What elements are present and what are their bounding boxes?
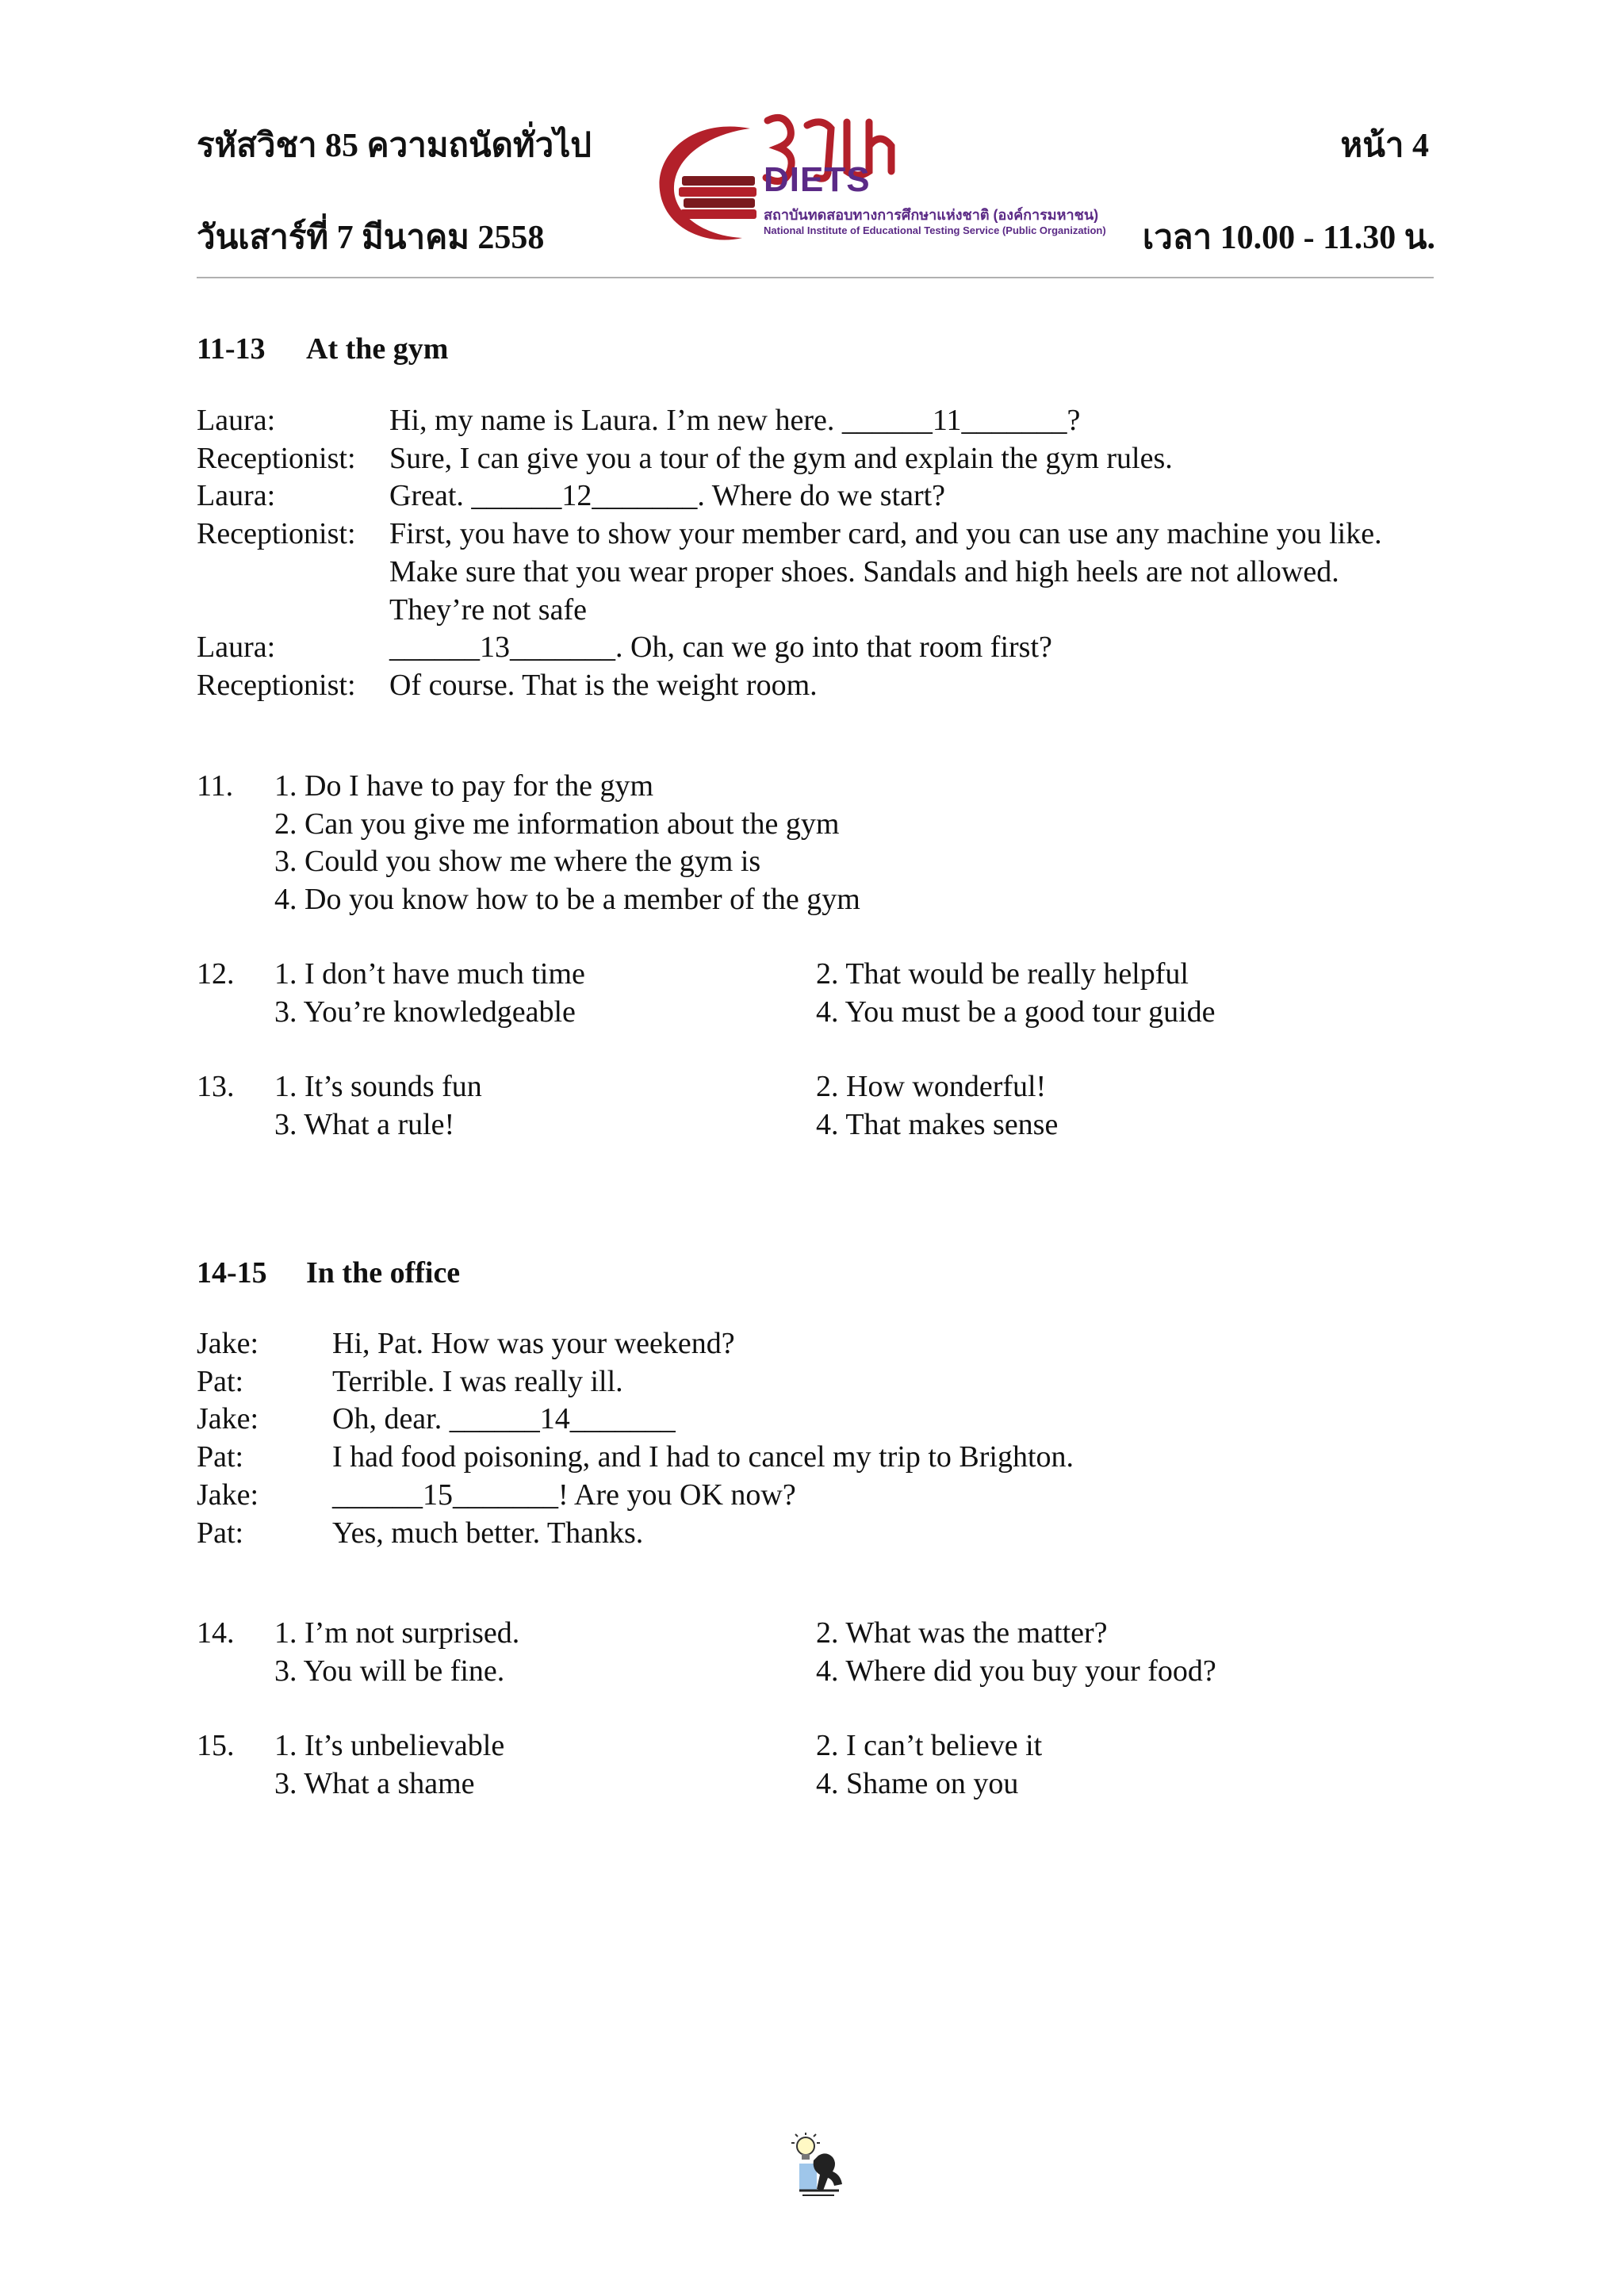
answer-option[interactable]: 4. You must be a good tour guide [816,995,1216,1029]
dialogue-row [197,516,1418,629]
answer-option[interactable]: 1. I don’t have much time [274,957,585,991]
dialogue-line: Sure, I can give you a tour of the gym and explain the gym rules. [389,441,1173,475]
dialogue-line: First, you have to show your member card, and you can use any machine you like. Make sure that you wear proper shoes. Sandals and high heels are not allowed. They’re not safe [389,517,1382,627]
dialogue-line: Hi, my name is Laura. I’m new here. ______11_______? [389,404,1081,437]
dialogue-row [197,1515,1418,1553]
speaker: Jake: [197,1327,259,1360]
dialogue-line: Yes, much better. Thanks. [332,1516,644,1550]
dialogue-row [197,667,1418,705]
section-number: 11-13 [197,332,266,366]
question-number: 11. [197,769,234,803]
answer-option[interactable]: 3. What a shame [274,1766,475,1800]
section-number: 14-15 [197,1256,267,1290]
answer-option[interactable]: 2. I can’t believe it [816,1729,1043,1762]
section-title-office [197,1255,460,1290]
speaker: Pat: [197,1440,244,1474]
dialogue-row [197,1401,1418,1439]
answer-option[interactable]: 3. Could you show me where the gym is [274,845,761,878]
answer-option[interactable]: 4. That makes sense [816,1107,1059,1141]
question-number: 13. [197,1070,235,1103]
dialogue-row [197,402,1418,440]
answer-option[interactable]: 2. Can you give me information about the gym [274,807,840,841]
logo-english-org: National Institute of Educational Testing Service (Public Organization) [764,224,1106,236]
logo-thai-org: สถาบันทดสอบทางการศึกษาแห่งชาติ (องค์การมหาชน) [764,207,1099,223]
answer-option[interactable]: 3. What a rule! [274,1107,455,1141]
question-number: 12. [197,957,235,991]
dialogue-row [197,1439,1418,1477]
speaker: Laura: [197,404,276,437]
answer-option[interactable]: 1. Do I have to pay for the gym [274,769,654,803]
dialogue-line: Of course. That is the weight room. [389,668,818,702]
question-number: 15. [197,1729,235,1762]
dialogue-line: Great. ______12_______. Where do we start? [389,479,946,513]
dialogue-line: Hi, Pat. How was your weekend? [332,1327,735,1360]
dialogue-line: ______15_______! Are you OK now? [332,1478,796,1512]
dialogue-office [197,1325,1418,1552]
dialogue-line: Oh, dear. ______14_______ [332,1402,676,1436]
speaker: Pat: [197,1516,244,1550]
dialogue-row [197,477,1418,516]
header-divider [197,277,1434,278]
thinker-lightbulb-icon [788,2132,848,2200]
section-heading: At the gym [306,332,449,366]
answer-option[interactable]: 2. How wonderful! [816,1070,1047,1103]
exam-time: เวลา 10.00 - 11.30 น. [1142,220,1435,256]
dialogue-row [197,1325,1418,1363]
page-number: หน้า 4 [1340,128,1429,164]
answer-option[interactable]: 2. That would be really helpful [816,957,1189,991]
dialogue-line: Terrible. I was really ill. [332,1364,623,1398]
logo-name: DIETS [764,160,871,199]
speaker: Receptionist: [197,441,356,475]
dialogue-row [197,1363,1418,1401]
dialogue-row [197,1477,1418,1515]
speaker: Pat: [197,1364,244,1398]
answer-option[interactable]: 3. You’re knowledgeable [274,995,576,1029]
speaker: Receptionist: [197,517,356,551]
answer-option[interactable]: 1. I’m not surprised. [274,1616,520,1650]
speaker: Jake: [197,1402,259,1436]
niets-logo [649,111,1106,250]
dialogue-line: ______13_______. Oh, can we go into that room first? [389,631,1052,665]
speaker: Receptionist: [197,668,356,702]
answer-option[interactable]: 1. It’s sounds fun [274,1070,482,1103]
question-number: 14. [197,1616,235,1650]
exam-date: วันเสาร์ที่ 7 มีนาคม 2558 [197,220,545,256]
dialogue-line: I had food poisoning, and I had to cancel my trip to Brighton. [332,1440,1074,1474]
section-title-gym [197,332,448,366]
answer-option[interactable]: 3. You will be fine. [274,1654,505,1688]
dialogue-gym [197,402,1418,705]
answer-options [274,768,860,918]
subject-code: รหัสวิชา 85 ความถนัดทั่วไป [197,128,592,164]
speaker: Laura: [197,631,276,665]
speaker: Laura: [197,479,276,513]
answer-option[interactable]: 4. Do you know how to be a member of the gym [274,882,860,916]
answer-option[interactable]: 4. Where did you buy your food? [816,1654,1216,1688]
dialogue-row [197,629,1418,667]
answer-option[interactable]: 4. Shame on you [816,1766,1019,1800]
dialogue-row [197,440,1418,478]
answer-option[interactable]: 2. What was the matter? [816,1616,1108,1650]
speaker: Jake: [197,1478,259,1512]
answer-option[interactable]: 1. It’s unbelievable [274,1729,505,1762]
section-heading: In the office [306,1256,461,1290]
